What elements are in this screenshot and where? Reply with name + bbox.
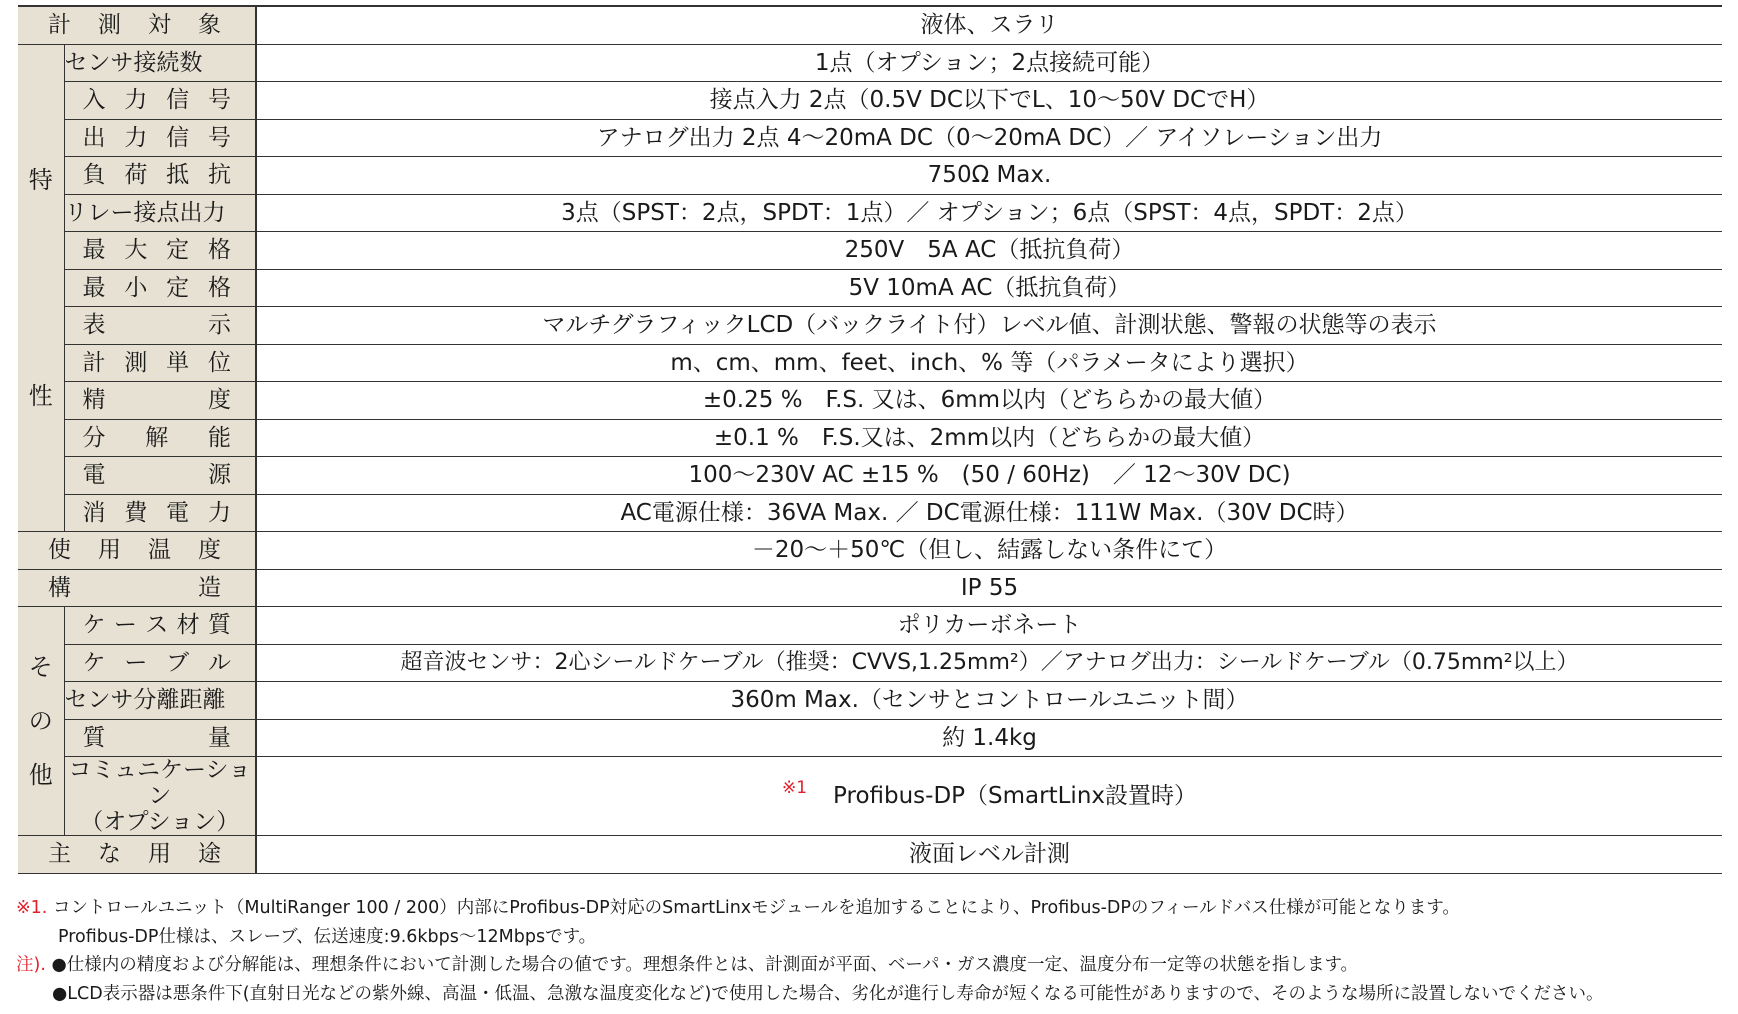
table-row (18, 836, 1722, 874)
row-label-measure-target: 計 測 対 象 (48, 12, 221, 39)
row-label-input-signal: 入 力 信 号 (82, 87, 231, 114)
row-value-mass: 約 1.4kg (256, 719, 1722, 757)
row-label-case-material: ケ ー ス 材 質 (82, 612, 231, 639)
table-row (18, 307, 1722, 345)
table-row (18, 532, 1722, 570)
row-label-accuracy: 精 度 (82, 387, 231, 414)
row-value-structure: IP 55 (256, 569, 1722, 607)
row-value-input-signal: 接点入力 2点（0.5V DC以下でL、10～50V DCでH） (256, 82, 1722, 120)
row-value-max-rating: 250V 5A AC（抵抗負荷） (256, 232, 1722, 270)
table-row (18, 119, 1722, 157)
row-value-communication: $^{※1}$ Profibus-DP（SmartLinx設置時） (256, 757, 1722, 836)
note-2: ●LCD表示器は悪条件下(直射日光などの紫外線、高温・低温、急激な温度変化など)で使用した場合、劣化が進行し寿命が短くなる可能性がありますので、そのような場所に設置しないでください。 (52, 983, 1604, 1004)
row-label-structure: 構 造 (48, 574, 221, 601)
row-label-load-resistance: 負 荷 抵 抗 (82, 162, 231, 189)
row-label-mass: 質 量 (82, 724, 231, 751)
row-value-accuracy: ±0.25 % F.S. 又は、6mm以内（どちらかの最大値） (256, 382, 1722, 420)
table-row (18, 269, 1722, 307)
table-row (18, 607, 1722, 645)
table-row (18, 344, 1722, 382)
table-row (18, 232, 1722, 270)
row-value-resolution: ±0.1 % F.S.又は、2mm以内（どちらかの最大値） (256, 419, 1722, 457)
table-row (18, 494, 1722, 532)
row-label-communication: コミュニケーション （オプション） (64, 757, 256, 836)
table-row (18, 382, 1722, 420)
row-value-sensor-count: 1点（オプション；2点接続可能） (256, 44, 1722, 82)
row-value-main-use: 液面レベル計測 (256, 836, 1722, 874)
row-value-display: マルチグラフィックLCD（バックライト付）レベル値、計測状態、警報の状態等の表示 (256, 307, 1722, 345)
row-label-operating-temp: 使 用 温 度 (48, 537, 221, 564)
row-value-operating-temp: －20～＋50℃（但し、結露しない条件にて） (256, 532, 1722, 570)
row-value-case-material: ポリカーボネート (256, 607, 1722, 645)
row-value-min-rating: 5V 10mA AC（抵抗負荷） (256, 269, 1722, 307)
note-1: 注). ●仕様内の精度および分解能は、理想条件において計測した場合の値です。理想条件とは、計測面が平面、ベーパ・ガス濃度一定、温度分布一定等の状態を指します。 (16, 955, 1359, 975)
table-row (18, 569, 1722, 607)
row-label-min-rating: 最 小 定 格 (82, 274, 231, 301)
footnote-ref-1: ※1 (781, 778, 808, 798)
row-label-output-signal: 出 力 信 号 (82, 124, 231, 151)
row-label-cable: ケ ー ブ ル (82, 649, 231, 676)
category-others: そ の 他 (18, 607, 64, 836)
row-label-max-rating: 最 大 定 格 (82, 237, 231, 264)
table-row (18, 719, 1722, 757)
spec-table (18, 7, 1722, 874)
note-mark: 注). (16, 955, 46, 975)
table-row (18, 457, 1722, 495)
table-row (18, 82, 1722, 120)
row-value-relay-output: 3点（SPST：2点，SPDT：1点）／ オプション；6点（SPST：4点，SPDT：2点） (256, 194, 1722, 232)
row-value-measure-target: 液体、スラリ (256, 7, 1722, 44)
row-label-sensor-count: センサ接続数 (64, 44, 256, 82)
table-row (18, 7, 1722, 44)
row-label-resolution: 分 解 能 (82, 424, 231, 451)
table-row (18, 419, 1722, 457)
row-value-output-signal: アナログ出力 2点 4～20mA DC（0～20mA DC）／ アイソレーション出力 (256, 119, 1722, 157)
row-value-load-resistance: 750Ω Max. (256, 157, 1722, 195)
category-characteristics: 特 性 (18, 44, 64, 532)
footnote-1: ※1. コントロールユニット（MultiRanger 100 / 200）内部にProfibus-DP対応のSmartLinxモジュールを追加することにより、Profibus-DPのフィールドバス仕様が可能となります。 (16, 898, 1460, 918)
footnotes (16, 894, 1726, 1008)
table-row (18, 644, 1722, 682)
footnote-1-cont: Profibus-DP仕様は、スレーブ、伝送速度:9.6kbps～12Mbpsです。 (58, 926, 597, 947)
table-row (18, 194, 1722, 232)
row-label-unit: 計 測 単 位 (82, 349, 231, 376)
row-value-power-consumption: AC電源仕様：36VA Max. ／ DC電源仕様：111W Max.（30V DC時） (256, 494, 1722, 532)
table-row (18, 157, 1722, 195)
row-label-display: 表 示 (82, 312, 231, 339)
row-label-power-consumption: 消 費 電 力 (82, 499, 231, 526)
row-value-power-supply: 100～230V AC ±15 % (50 / 60Hz) ／ 12～30V DC) (256, 457, 1722, 495)
row-label-separation: センサ分離距離 (64, 682, 256, 720)
row-label-relay-output: リレー接点出力 (64, 194, 256, 232)
row-value-separation: 360m Max.（センサとコントロールユニット間） (256, 682, 1722, 720)
footnote-1-mark: ※1. (16, 898, 48, 918)
row-label-main-use: 主 な 用 途 (48, 841, 221, 868)
table-row (18, 44, 1722, 82)
table-row (18, 682, 1722, 720)
row-value-unit: m、cm、mm、feet、inch、% 等（パラメータにより選択） (256, 344, 1722, 382)
row-label-power-supply: 電 源 (82, 462, 231, 489)
row-value-cable: 超音波センサ：2心シールドケーブル（推奨：CVVS,1.25mm²）／アナログ出力：シールドケーブル（0.75mm²以上） (256, 644, 1722, 682)
table-row (18, 757, 1722, 836)
